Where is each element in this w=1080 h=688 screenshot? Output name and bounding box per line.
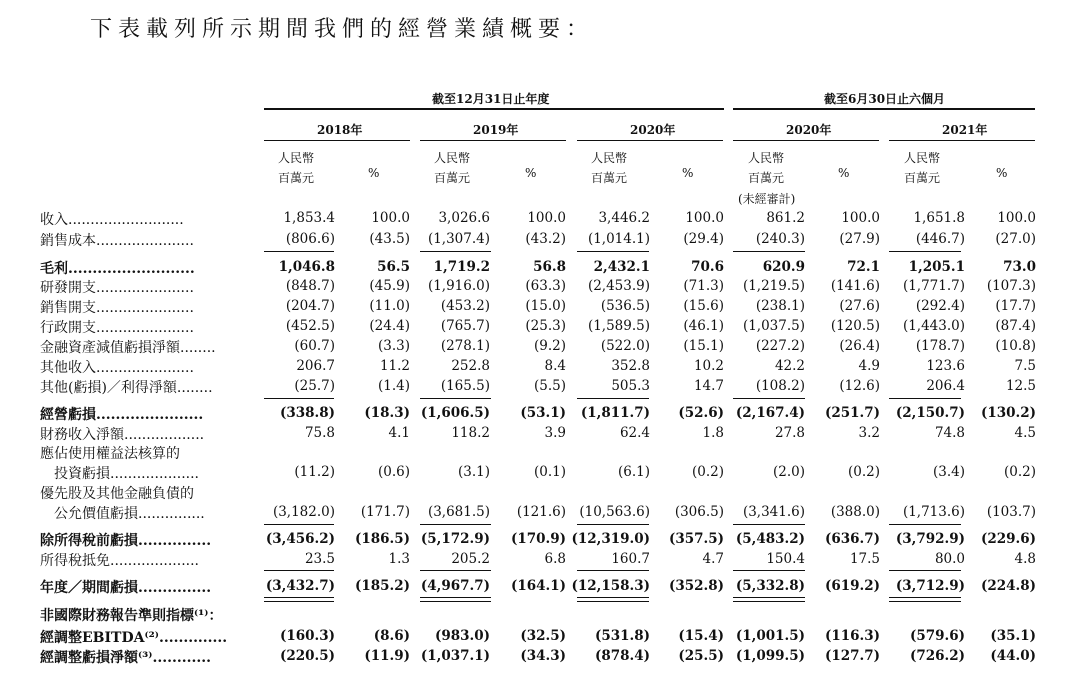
percent-cell: (32.5) xyxy=(520,628,566,644)
percent-cell: (171.7) xyxy=(360,504,410,520)
amount-cell: 27.8 xyxy=(774,425,805,441)
unit-label xyxy=(904,148,940,188)
percent-cell: (251.7) xyxy=(824,405,880,421)
percent-cell: (27.9) xyxy=(839,231,880,247)
amount-cell: (2.0) xyxy=(772,464,805,480)
amount-cell: (11.2) xyxy=(294,464,335,480)
amount-cell: (806.6) xyxy=(285,231,335,247)
amount-cell: (240.3) xyxy=(755,231,805,247)
amount-cell: 861.2 xyxy=(766,210,805,226)
row-label: 財務收入淨額.................. xyxy=(40,427,205,443)
row-label: 行政開支...................... xyxy=(40,320,194,336)
amount-cell: 620.9 xyxy=(762,259,805,275)
percent-cell: (11.9) xyxy=(364,648,410,664)
row-label: 其他收入...................... xyxy=(40,360,194,376)
total-double-rule xyxy=(889,597,961,602)
percent-cell: (619.2) xyxy=(824,578,880,594)
percent-cell: 14.7 xyxy=(693,378,724,394)
amount-cell: (1,099.5) xyxy=(735,648,805,664)
percent-cell: (121.6) xyxy=(516,504,566,520)
row-label: 銷售開支...................... xyxy=(40,300,194,316)
amount-cell: (1,771.7) xyxy=(902,278,965,294)
subtotal-rule xyxy=(889,398,961,399)
percent-cell: (5.5) xyxy=(533,378,566,394)
percent-cell: (87.4) xyxy=(995,318,1036,334)
percent-cell: 100.0 xyxy=(527,210,566,226)
amount-cell: 3,026.6 xyxy=(438,210,490,226)
unit-line2: 百萬元 xyxy=(904,171,941,185)
year-header: 2020年 xyxy=(630,123,676,137)
amount-cell: (1,037.1) xyxy=(420,648,490,664)
amount-cell: (1,014.1) xyxy=(587,231,650,247)
amount-cell: 206.7 xyxy=(296,358,335,374)
intro-text: 下表載列所示期間我們的經營業績概要： xyxy=(90,17,595,42)
subtotal-rule xyxy=(733,524,805,525)
percent-cell: (0.1) xyxy=(533,464,566,480)
percent-cell: (164.1) xyxy=(510,578,566,594)
unit-label xyxy=(748,148,784,188)
percent-cell: (25.3) xyxy=(525,318,566,334)
group-header-annual: 截至12月31日止年度 xyxy=(432,92,550,106)
percent-cell: 100.0 xyxy=(685,210,724,226)
percent-header: % xyxy=(368,166,380,180)
row-label: 毛利.......................... xyxy=(40,261,195,277)
percent-cell: (229.6) xyxy=(980,531,1036,547)
percent-cell: 10.2 xyxy=(693,358,724,374)
amount-cell: 80.0 xyxy=(934,551,965,567)
amount-cell: 62.4 xyxy=(619,425,650,441)
percent-cell: (17.7) xyxy=(995,298,1036,314)
amount-cell: (204.7) xyxy=(285,298,335,314)
amount-cell: (160.3) xyxy=(279,628,335,644)
subtotal-rule xyxy=(733,570,805,571)
amount-cell: 3,446.2 xyxy=(598,210,650,226)
percent-cell: (116.3) xyxy=(824,628,880,644)
percent-cell: (1.4) xyxy=(377,378,410,394)
percent-cell: (15.6) xyxy=(683,298,724,314)
percent-cell: (0.2) xyxy=(1003,464,1036,480)
amount-cell: (1,606.5) xyxy=(420,405,490,421)
amount-cell: (3,681.5) xyxy=(427,504,490,520)
year-header: 2019年 xyxy=(473,123,519,137)
percent-cell: 3.9 xyxy=(544,425,566,441)
amount-cell: (1,037.5) xyxy=(742,318,805,334)
percent-cell: (224.8) xyxy=(980,578,1036,594)
row-label: 收入.......................... xyxy=(40,212,184,228)
unit-label xyxy=(434,148,470,188)
subtotal-rule xyxy=(577,570,649,571)
amount-cell: (1,001.5) xyxy=(735,628,805,644)
row-label: 年度／期間虧損............... xyxy=(40,580,212,596)
amount-cell: (278.1) xyxy=(440,338,490,354)
subtotal-rule xyxy=(577,251,649,252)
percent-cell: (107.3) xyxy=(986,278,1036,294)
amount-cell: 252.8 xyxy=(451,358,490,374)
percent-cell: (0.2) xyxy=(691,464,724,480)
unit-line1: 人民幣 xyxy=(434,151,471,165)
amount-cell: (338.8) xyxy=(279,405,335,421)
amount-cell: 1,853.4 xyxy=(283,210,335,226)
percent-header: % xyxy=(682,166,694,180)
percent-cell: (127.7) xyxy=(824,648,880,664)
subtotal-rule xyxy=(264,251,334,252)
percent-cell: 56.8 xyxy=(533,259,566,275)
row-label: 投資虧損.................... xyxy=(40,466,200,482)
amount-cell: (983.0) xyxy=(434,628,490,644)
amount-cell: (726.2) xyxy=(909,648,965,664)
amount-cell: (12,158.3) xyxy=(571,578,650,594)
subtotal-rule xyxy=(733,251,805,252)
percent-cell: (24.4) xyxy=(369,318,410,334)
percent-header: % xyxy=(838,166,850,180)
percent-cell: 100.0 xyxy=(997,210,1036,226)
percent-cell: (45.9) xyxy=(369,278,410,294)
subtotal-rule xyxy=(264,524,334,525)
subtotal-rule xyxy=(577,398,649,399)
percent-cell: 4.9 xyxy=(858,358,880,374)
row-label: 其他(虧損)／利得淨額........ xyxy=(40,380,213,396)
unit-line1: 人民幣 xyxy=(748,151,785,165)
percent-header: % xyxy=(525,166,537,180)
percent-cell: 6.8 xyxy=(544,551,566,567)
group-rule-annual xyxy=(264,108,724,110)
amount-cell: (3,341.6) xyxy=(742,504,805,520)
percent-cell: 100.0 xyxy=(841,210,880,226)
percent-cell: (357.5) xyxy=(668,531,724,547)
amount-cell: (1,307.4) xyxy=(427,231,490,247)
percent-cell: 8.4 xyxy=(544,358,566,374)
subtotal-rule xyxy=(264,570,334,571)
unit-line1: 人民幣 xyxy=(591,151,628,165)
row-label: 應佔使用權益法核算的 xyxy=(40,446,180,462)
percent-cell: (44.0) xyxy=(990,648,1036,664)
amount-cell: (3,456.2) xyxy=(265,531,335,547)
amount-cell: (3.1) xyxy=(457,464,490,480)
percent-cell: (10.8) xyxy=(995,338,1036,354)
total-double-rule xyxy=(420,597,491,602)
amount-cell: (10,563.6) xyxy=(579,504,650,520)
row-label: 經調整EBITDA⁽²⁾.............. xyxy=(40,630,228,646)
amount-cell: (765.7) xyxy=(440,318,490,334)
row-label: 優先股及其他金融負債的 xyxy=(40,486,194,502)
amount-cell: 205.2 xyxy=(451,551,490,567)
percent-cell: (3.3) xyxy=(377,338,410,354)
amount-cell: 505.3 xyxy=(611,378,650,394)
subtotal-rule xyxy=(889,570,961,571)
amount-cell: 1,205.1 xyxy=(908,259,965,275)
group-header-interim: 截至6月30日止六個月 xyxy=(824,92,946,106)
subtotal-rule xyxy=(733,398,805,399)
percent-cell: (18.3) xyxy=(364,405,410,421)
year-header: 2021年 xyxy=(942,123,988,137)
percent-cell: 4.5 xyxy=(1014,425,1036,441)
percent-cell: (170.9) xyxy=(510,531,566,547)
amount-cell: 150.4 xyxy=(766,551,805,567)
percent-cell: (185.2) xyxy=(354,578,410,594)
percent-cell: 17.5 xyxy=(849,551,880,567)
percent-cell: (63.3) xyxy=(525,278,566,294)
amount-cell: (2,150.7) xyxy=(895,405,965,421)
percent-cell: 7.5 xyxy=(1014,358,1036,374)
percent-cell: (8.6) xyxy=(373,628,410,644)
percent-cell: (46.1) xyxy=(683,318,724,334)
percent-cell: (27.6) xyxy=(839,298,880,314)
percent-cell: (306.5) xyxy=(674,504,724,520)
row-label: 金融資產減值虧損淨額........ xyxy=(40,340,216,356)
percent-cell: 72.1 xyxy=(847,259,880,275)
subtotal-rule xyxy=(420,524,491,525)
percent-cell: (388.0) xyxy=(830,504,880,520)
amount-cell: (446.7) xyxy=(915,231,965,247)
amount-cell: (1,443.0) xyxy=(902,318,965,334)
percent-cell: 4.7 xyxy=(702,551,724,567)
percent-cell: 70.6 xyxy=(691,259,724,275)
amount-cell: (1,589.5) xyxy=(587,318,650,334)
amount-cell: (3.4) xyxy=(932,464,965,480)
percent-cell: 1.3 xyxy=(388,551,410,567)
percent-cell: (352.8) xyxy=(668,578,724,594)
row-label: 公允價值虧損............... xyxy=(40,506,205,522)
percent-cell: 56.5 xyxy=(377,259,410,275)
year-header: 2018年 xyxy=(317,123,363,137)
amount-cell: 75.8 xyxy=(304,425,335,441)
row-label: 銷售成本...................... xyxy=(40,233,194,249)
percent-cell: (15.0) xyxy=(525,298,566,314)
percent-cell: (25.5) xyxy=(678,648,724,664)
amount-cell: (1,219.5) xyxy=(742,278,805,294)
amount-cell: (579.6) xyxy=(909,628,965,644)
unaudited-note: (未經審計) xyxy=(738,192,796,206)
amount-cell: (12,319.0) xyxy=(571,531,650,547)
amount-cell: (1,811.7) xyxy=(580,405,650,421)
amount-cell: 118.2 xyxy=(451,425,490,441)
subtotal-rule xyxy=(420,398,491,399)
percent-cell: (103.7) xyxy=(986,504,1036,520)
amount-cell: (3,712.9) xyxy=(895,578,965,594)
total-double-rule xyxy=(733,597,805,602)
unit-line1: 人民幣 xyxy=(904,151,941,165)
percent-header: % xyxy=(996,166,1008,180)
row-label: 經營虧損...................... xyxy=(40,407,204,423)
amount-cell: (238.1) xyxy=(755,298,805,314)
percent-cell: 4.1 xyxy=(388,425,410,441)
percent-cell: 11.2 xyxy=(379,358,410,374)
amount-cell: (5,332.8) xyxy=(735,578,805,594)
year-rule xyxy=(264,140,410,141)
subtotal-rule xyxy=(889,251,961,252)
amount-cell: (178.7) xyxy=(915,338,965,354)
percent-cell: (186.5) xyxy=(354,531,410,547)
amount-cell: (2,453.9) xyxy=(587,278,650,294)
percent-cell: (27.0) xyxy=(995,231,1036,247)
percent-cell: (636.7) xyxy=(824,531,880,547)
unit-line1: 人民幣 xyxy=(278,151,315,165)
amount-cell: 160.7 xyxy=(611,551,650,567)
percent-cell: (0.6) xyxy=(377,464,410,480)
amount-cell: (536.5) xyxy=(600,298,650,314)
amount-cell: (227.2) xyxy=(755,338,805,354)
percent-cell: (71.3) xyxy=(683,278,724,294)
percent-cell: 3.2 xyxy=(858,425,880,441)
unit-line2: 百萬元 xyxy=(591,171,628,185)
percent-cell: (43.2) xyxy=(525,231,566,247)
amount-cell: (4,967.7) xyxy=(420,578,490,594)
unit-line2: 百萬元 xyxy=(748,171,785,185)
amount-cell: (108.2) xyxy=(755,378,805,394)
amount-cell: (3,792.9) xyxy=(895,531,965,547)
amount-cell: 74.8 xyxy=(934,425,965,441)
percent-cell: (11.0) xyxy=(369,298,410,314)
subtotal-rule xyxy=(889,524,961,525)
row-label: 除所得稅前虧損............... xyxy=(40,533,212,549)
group-rule-interim xyxy=(733,108,1035,110)
percent-cell: (9.2) xyxy=(533,338,566,354)
amount-cell: (5,172.9) xyxy=(420,531,490,547)
amount-cell: (25.7) xyxy=(294,378,335,394)
amount-cell: (3,432.7) xyxy=(265,578,335,594)
percent-cell: (12.6) xyxy=(839,378,880,394)
percent-cell: (52.6) xyxy=(678,405,724,421)
row-label: 研發開支...................... xyxy=(40,280,194,296)
percent-cell: 12.5 xyxy=(1005,378,1036,394)
amount-cell: (3,182.0) xyxy=(272,504,335,520)
amount-cell: (220.5) xyxy=(279,648,335,664)
row-label: 經調整虧損淨額⁽³⁾............ xyxy=(40,650,211,666)
year-rule xyxy=(733,140,879,141)
percent-cell: (29.4) xyxy=(683,231,724,247)
percent-cell: (43.5) xyxy=(369,231,410,247)
percent-cell: 4.8 xyxy=(1014,551,1036,567)
percent-cell: 100.0 xyxy=(371,210,410,226)
amount-cell: (453.2) xyxy=(440,298,490,314)
percent-cell: (35.1) xyxy=(990,628,1036,644)
unit-line2: 百萬元 xyxy=(434,171,471,185)
unit-label xyxy=(278,148,314,188)
unit-line2: 百萬元 xyxy=(278,171,315,185)
percent-cell: (120.5) xyxy=(830,318,880,334)
percent-cell: 73.0 xyxy=(1003,259,1036,275)
year-rule xyxy=(889,140,1035,141)
amount-cell: (531.8) xyxy=(594,628,650,644)
year-rule xyxy=(577,140,723,141)
percent-cell: (15.1) xyxy=(683,338,724,354)
amount-cell: (60.7) xyxy=(294,338,335,354)
amount-cell: 23.5 xyxy=(304,551,335,567)
amount-cell: 1,651.8 xyxy=(913,210,965,226)
total-double-rule xyxy=(577,597,649,602)
amount-cell: (6.1) xyxy=(617,464,650,480)
year-header: 2020年 xyxy=(786,123,832,137)
percent-cell: (15.4) xyxy=(678,628,724,644)
subtotal-rule xyxy=(420,570,491,571)
amount-cell: (2,167.4) xyxy=(735,405,805,421)
subtotal-rule xyxy=(264,398,334,399)
amount-cell: 123.6 xyxy=(926,358,965,374)
percent-cell: (26.4) xyxy=(839,338,880,354)
amount-cell: (165.5) xyxy=(440,378,490,394)
amount-cell: (878.4) xyxy=(594,648,650,664)
amount-cell: (292.4) xyxy=(915,298,965,314)
amount-cell: 206.4 xyxy=(926,378,965,394)
amount-cell: 2,432.1 xyxy=(593,259,650,275)
amount-cell: (1,713.6) xyxy=(902,504,965,520)
subtotal-rule xyxy=(420,251,491,252)
total-double-rule xyxy=(264,597,334,602)
year-rule xyxy=(420,140,566,141)
subtotal-rule xyxy=(577,524,649,525)
amount-cell: (1,916.0) xyxy=(427,278,490,294)
percent-cell: (0.2) xyxy=(847,464,880,480)
percent-cell: (53.1) xyxy=(520,405,566,421)
amount-cell: (452.5) xyxy=(285,318,335,334)
amount-cell: (522.0) xyxy=(600,338,650,354)
amount-cell: 352.8 xyxy=(611,358,650,374)
amount-cell: 42.2 xyxy=(774,358,805,374)
unit-label xyxy=(591,148,627,188)
percent-cell: 1.8 xyxy=(702,425,724,441)
row-label: 所得稅抵免.................... xyxy=(40,553,200,569)
row-label: 非國際財務報告準則指標⁽¹⁾： xyxy=(40,608,223,624)
percent-cell: (34.3) xyxy=(520,648,566,664)
percent-cell: (141.6) xyxy=(830,278,880,294)
amount-cell: (848.7) xyxy=(285,278,335,294)
amount-cell: 1,719.2 xyxy=(433,259,490,275)
amount-cell: 1,046.8 xyxy=(278,259,335,275)
percent-cell: (130.2) xyxy=(980,405,1036,421)
amount-cell: (5,483.2) xyxy=(735,531,805,547)
